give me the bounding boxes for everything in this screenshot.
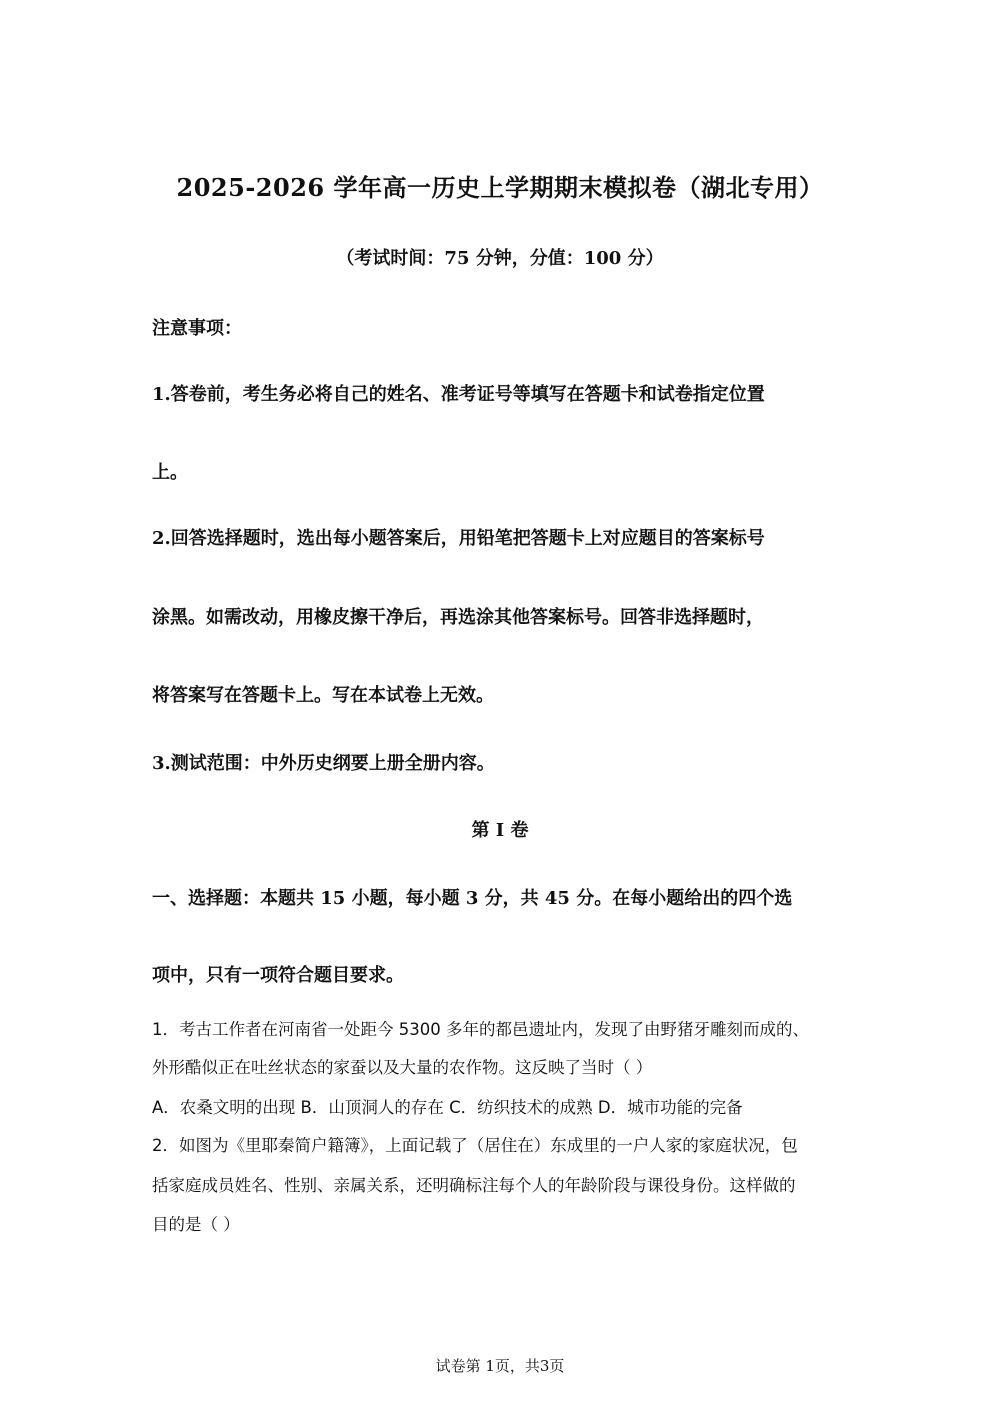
- exam-title: 2025-2026 学年高一历史上学期期末模拟卷（湖北专用）: [176, 173, 824, 202]
- note-line: 3.测试范围：中外历史纲要上册全册内容。: [152, 753, 495, 774]
- question-2-text: 2．如图为《里耶秦简户籍簿》，上面记载了（居住在）东成里的一户人家的家庭状况，包: [152, 1136, 798, 1155]
- section-instruction: 一、选择题：本题共 15 小题，每小题 3 分，共 45 分。在每小题给出的四个选: [152, 888, 793, 909]
- question-2-text: 括家庭成员姓名、性别、亲属关系，还明确标注每个人的年龄阶段与课役身份。这样做的: [152, 1176, 796, 1195]
- question-1-options: A．农桑文明的出现 B．山顶洞人的存在 C．纺织技术的成熟 D．城市功能的完备: [152, 1098, 743, 1117]
- page-footer: 试卷第 1页，共3页: [435, 1357, 565, 1375]
- exam-subtitle: （考试时间：75 分钟，分值：100 分）: [336, 248, 664, 269]
- question-1-text: 外形酷似正在吐丝状态的家蚕以及大量的农作物。这反映了当时（ ）: [152, 1058, 653, 1077]
- note-line: 上。: [152, 462, 188, 483]
- note-line: 将答案写在答题卡上。写在本试卷上无效。: [152, 685, 494, 706]
- question-1-text: 1．考古工作者在河南省一处距今 5300 多年的都邑遗址内，发现了由野猪牙雕刻而成的、: [152, 1020, 809, 1039]
- note-line: 2.回答选择题时，选出每小题答案后，用铅笔把答题卡上对应题目的答案标号: [152, 528, 765, 549]
- note-line: 1.答卷前，考生务必将自己的姓名、准考证号等填写在答题卡和试卷指定位置: [152, 384, 765, 405]
- question-2-text: 目的是（ ）: [152, 1215, 240, 1234]
- volume-heading: 第 I 卷: [471, 820, 529, 841]
- note-line: 涂黑。如需改动，用橡皮擦干净后，再选涂其他答案标号。回答非选择题时，: [152, 607, 764, 628]
- notes-heading: 注意事项：: [152, 318, 242, 339]
- section-instruction: 项中，只有一项符合题目要求。: [152, 965, 404, 986]
